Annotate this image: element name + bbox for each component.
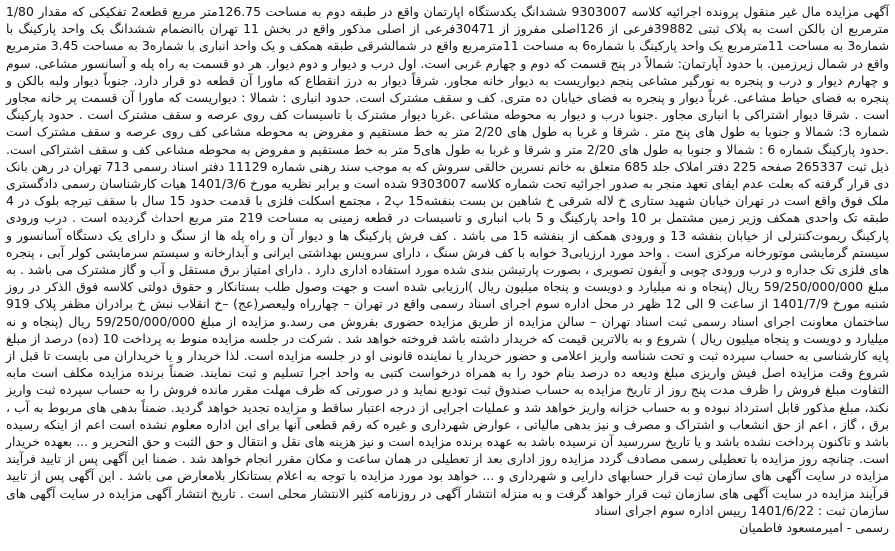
- notice-signature: رسمی - امیرمسعود فاطمیان: [739, 520, 889, 536]
- notice-body: آگهی مزایده مال غیر منقول پرونده اجرائیه کلاسه 9303007 ششدانگ یکدستگاه اپارتمان واقع در طبقه دوم به مساحت 126.75متر مربع قطعه2 تفکیکی که مقدار 1/80 مترمربع ان بالکن است به پلاک ثبتی 39882فرعی از 126اصلی مفروز از 30471فرعی از اصلی مذکور واقع در بخش 11 تهران باانضمام ششدانگ یک واحد پارکینگ با شماره3 به مساحت 11مترمربع یک واحد پارکینگ با شماره6 به مساحت 11مترمربع واقع در شمالشرقی طبقه همکف و یک واحد انباری با شماره3 به مساحت 3.45 مترمربع واقع در شمال زیرزمین. با حدود آپارتمان: شمالاً در پنج قسمت که دوم و چهارم غربی است. اول درب و دیوار و دوم دیوار. هر دو قسمت به راه پله و آسانسور مشاعی. سوم و چهارم دیوار و درب و پنجره به نورگیر مشاعی پنجم دیواریست به دیوار خانه مجاور. شرقاً دیوار به درز انقطاع که ماورا آن قطعه دو قرار دارد. جنوباً دیوار ولبه بالکن و پنجره به فضای حیاط مشاعی. غرباً دیوار و پنجره به فضای خیابان ده متری. کف و سقف مشترک است. حدود انباری : شمالا : دیواریست که ماورا آن قسمت پر خانه مجاور است . شرقا دیوار اشتراکی با انباری مجاور .جنوبا درب و دیوار به محوطه مشاعی .غربا دیوار مشترک با تاسیسات کف روی عرصه و سقف مشترک است . حدود پارکینگ شماره 3: شمالا و جنوبا به طول های پنج متر . شرقا و غربا به طول های 2/20 متر به خط مستقیم و مفروض به محوطه مشاعی کف روی عرصه و سقف مشترک است .حدود پارکینگ شماره 6 : شمالا و جنوبا به طول های 2/20 متر و شرقا و غربا به طول های5 متر به خط مستقیم و مفروض به محوطه مشاعی کف و سقف اشتراکی است. ذیل ثبت 265337 صفحه 225 دفتر املاک جلد 685 متعلق به خانم نسرین خالقی سروش که به موجب سند رهنی شماره 11129 دفتر اسناد رسمی 713 تهران در رهن بانک دی قرار گرفته که بعلت عدم ایفای تعهد منجر به صدور اجرائیه تحت شماره کلاسه 9303007 شده است و برابر نظریه مورخ 1401/3/6 هیات کارشناسان رسمی دادگستری ملک فوق واقع است در تهران خیابان شهید ستاری خ لاله شرقی خ شاهین بن بست بنفشه15 پ2 ، مجتمع اسکلت فلزی با قدمت حدود 15 سال با سقف تیرچه بلوک در 4 طبقه تک واحدی همکف وزیر زمین مشتمل بر 10 واحد پارکینگ و 5 باب انباری و تاسیسات در قطعه زمینی به مساحت 219 متر مربع احداث گردیده است . درب ورودی پارکینگ ریموت‌کنترلی از خیابان بنفشه 13 و ورودی همکف از بنفشه 15 می باشد . کف فرش پارکینگ ها و دیوار آن و راه پله ها از سنگ و دارای یک دستگاه آسانسور و سیستم گرمایشی موتورخانه مرکزی است . واحد مورد ارزیابی3 خوابه با کف فرش سنگ ، دارای سرویس بهداشتی ایرانی و آبدارخانه و سیستم سرمایشی کولر آبی ، پنجره های فلزی تک جداره و درب ورودی چوبی و آیفون تصویری ، بصورت پارتیشن بندی شده مورد استفاده اداری دارد . دارای امتیاز برق مستقل و آب و گاز مشترک می باشد . به مبلغ 59/250/000/000 ریال (پنجاه و نه میلیارد و دویست و پنجاه میلیون ریال )ارزیابی شده است و جهت وصول طلب بستانکار و حقوق دولتی کلاسه فوق الذکر در روز شنبه مورخ 1401/7/9 از ساعت 9 الی 12 ظهر در محل اداره سوم اجرای اسناد رسمی واقع در تهران – چهارراه ولیعصر(عج) –خ انقلاب نبش خ برادران مظفر پلاک 919 ساختمان معاونت اجرای اسناد رسمی ثبت اسناد تهران – سالن مزایده از طریق مزایده حضوری بفروش می رسد.و مزایده از مبلغ 59/250/000/000 ریال (پنجاه و نه میلیارد و دویست و پنجاه میلیون ریال ) شروع و به بالاترین قیمت که خریدار داشته باشد فروخته خواهد شد . شرکت در جلسه مزایده منوط به پرداخت 10 (ده) درصد از مبلغ پایه کارشناسی به حساب سپرده ثبت و تحت شناسه واریز اعلامی و حضور خریدار یا نماینده قانونی او در جلسه مزایده است. لذا خریدار و یا خریداران می بایست تا قبل از شروع وقت مزایده اصل فیش واریزی مبلغ ودیعه ده درصد بنام خود را به همراه درخواست کتبی به واحد اجرا تسلیم و ثبت نمایند. ضمناً برنده مزایده مکلف است مابه التفاوت مبلغ فروش را ظرف مدت پنج روز از تاریخ مزایده به حساب صندوق ثبت تودیع نماید و در صورتی که ظرف مهلت مقرر مانده فروش را به حساب سپرده ثبت واریز نکند، مبلغ مذکور قابل استرداد نبوده و به حساب خزانه واریز خواهد شد و عملیات اجرایی از درجه اعتبار ساقط و مزایده تجدید خواهد گردید. ضمناً بدهی های مربوط به آب ، برق ، گاز ، اعم از حق انشعاب و اشتراک و مصرف و نیز بدهی مالیاتی ، عوارض شهرداری و غیره که رقم قطعی آنها برای این اداره معلوم نشده است اعم از اینکه رسیده باشد و تاکنون پرداخت نشده باشد و یا تاریخ سررسید آن نرسیده باشد به عهده برنده مزایده است و نیز هزینه های نقل و انتقال و حق الثبت و حق التحریر و ... بعهده خریدار است. چنانچه روز مزایده با تعطیلی رسمی مصادف گردد مزایده روز اداری بعد از تعطیلی در همان ساعت و مکان مقرر انجام خواهد شد . ضمنا این آگهی پس از تایید فرآیند مزایده در سایت آگهی های سازمان ثبت قرار حسابهای دارایی و شهرداری و ... خواهد بود مورد مزایده با توجه به اعلام بستانکار بلامعارض می باشد . این آگهی پس از تایید فرآیند مزایده در سایت آگهی های سازمان ثبت قرار خواهد گرفت و به منزله انتشار آگهی در روزنامه کثیر الانتشار محلی است . تاریخ انتشار آگهی مزایده در سایت آگهی های سازمان ثبت : 1401/6/22 رییس اداره سوم اجرای اسناد: [6, 4, 890, 518]
